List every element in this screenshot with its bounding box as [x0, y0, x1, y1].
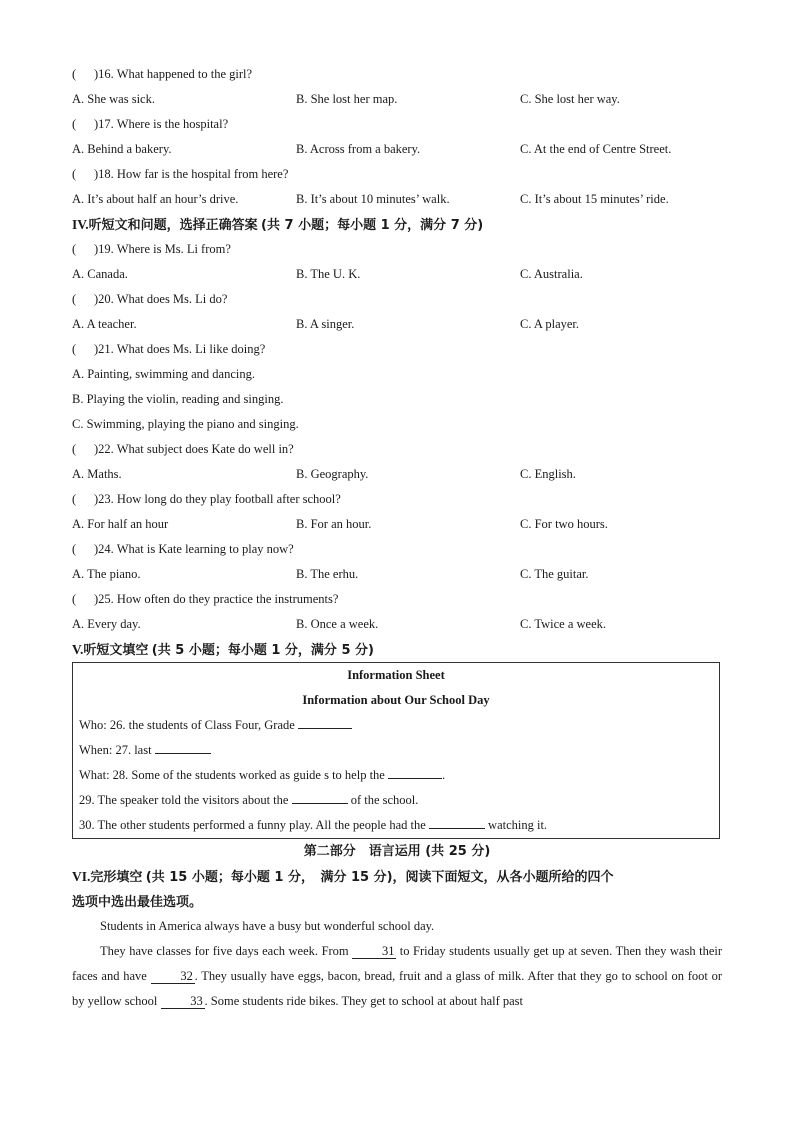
blank-30[interactable]	[429, 814, 485, 829]
blank-27[interactable]	[155, 739, 211, 754]
options-19	[72, 262, 722, 287]
info-29-end: of the school.	[350, 793, 419, 807]
info-subtitle: Information about Our School Day	[302, 693, 490, 707]
option-a: A. Canada.	[72, 267, 128, 281]
question-text: 25. How often do they practice the instruments?	[98, 592, 339, 606]
options-20	[72, 312, 722, 337]
option-c: C. English.	[520, 467, 576, 481]
question-text: 19. Where is Ms. Li from?	[98, 242, 231, 256]
info-when	[73, 738, 719, 763]
question-text: 23. How long do they play football after school?	[98, 492, 341, 506]
options-24	[72, 562, 722, 587]
answer-paren-open: (	[72, 167, 77, 181]
answer-paren-open: (	[72, 542, 77, 556]
option-b: B. Across from a bakery.	[296, 142, 421, 156]
question-20	[72, 287, 722, 312]
option-b: B. Once a week.	[296, 617, 379, 631]
question-text: 21. What does Ms. Li like doing?	[98, 342, 266, 356]
options-25	[72, 612, 722, 637]
info-29-text: 29. The speaker told the visitors about the	[79, 793, 289, 807]
info-30	[73, 813, 719, 838]
section-6-heading	[72, 864, 722, 889]
question-text: 24. What is Kate learning to play now?	[98, 542, 294, 556]
question-22	[72, 437, 722, 462]
answer-paren-close: )	[94, 442, 99, 456]
option-a: A. The piano.	[72, 567, 141, 581]
question-text: 18. How far is the hospital from here?	[98, 167, 289, 181]
option-c: C. Australia.	[520, 267, 583, 281]
section-title: 听短文和问题，选择正确答案	[88, 218, 258, 233]
question-25	[72, 587, 722, 612]
option-a: A. Maths.	[72, 467, 122, 481]
info-30-end: watching it.	[488, 818, 548, 832]
answer-paren-open: (	[72, 492, 77, 506]
question-17	[72, 112, 722, 137]
passage-paragraph-1: Students in America always have a busy but wonderful school day.	[100, 919, 435, 933]
section-title: 完形填空	[90, 870, 143, 885]
options-16	[72, 87, 722, 112]
option-b: B. It’s about 10 minutes’ walk.	[296, 192, 450, 206]
option-c: C. For two hours.	[520, 517, 608, 531]
answer-paren-close: )	[94, 167, 99, 181]
option-c: C. The guitar.	[520, 567, 589, 581]
question-23	[72, 487, 722, 512]
question-21	[72, 337, 722, 362]
option-a: A. Painting, swimming and dancing.	[72, 367, 255, 381]
section-number: IV.	[72, 217, 89, 232]
blank-33[interactable]: 33	[161, 994, 205, 1009]
section-note: (共 7 小题；每小题 1 分，满分 7 分)	[261, 218, 484, 233]
question-19	[72, 237, 722, 262]
answer-paren-open: (	[72, 592, 77, 606]
answer-paren-close: )	[94, 342, 99, 356]
section-5-heading	[72, 637, 722, 662]
option-b: B. She lost her map.	[296, 92, 398, 106]
question-text: 22. What subject does Kate do well in?	[98, 442, 294, 456]
option-a: A. A teacher.	[72, 317, 137, 331]
section-title: 听短文填空	[83, 643, 149, 658]
answer-paren-open: (	[72, 242, 77, 256]
question-24	[72, 537, 722, 562]
option-c: C. Swimming, playing the piano and singing.	[72, 417, 299, 431]
section-6-heading-cont	[72, 889, 722, 914]
section-note: (共 15 小题；每小题 1 分， 满分 15 分)，阅读下面短文，从各小题所给的四个	[145, 870, 614, 885]
option-b: B. For an hour.	[296, 517, 372, 531]
option-b: B. The erhu.	[296, 567, 359, 581]
answer-paren-close: )	[94, 492, 99, 506]
option-c: C. A player.	[520, 317, 580, 331]
passage-paragraph-2	[72, 939, 722, 1014]
option-b: B. A singer.	[296, 317, 355, 331]
question-16	[72, 62, 722, 87]
option-c: C. It’s about 15 minutes’ ride.	[520, 192, 669, 206]
blank-32[interactable]: 32	[151, 969, 195, 984]
info-who	[73, 713, 719, 738]
option-c: C. She lost her way.	[520, 92, 620, 106]
option-c: C. Twice a week.	[520, 617, 607, 631]
answer-paren-close: )	[94, 542, 99, 556]
info-what	[73, 763, 719, 788]
answer-paren-open: (	[72, 342, 77, 356]
info-when-text: When: 27. last	[79, 743, 152, 757]
option-a: A. She was sick.	[72, 92, 155, 106]
options-18	[72, 187, 722, 212]
info-what-text: What: 28. Some of the students worked as guide s to help the	[79, 768, 385, 782]
section-4-heading	[72, 212, 722, 237]
section-note: (共 5 小题；每小题 1 分，满分 5 分)	[151, 643, 374, 658]
question-text: 16. What happened to the girl?	[98, 67, 253, 81]
section-note-cont: 选项中选出最佳选项。	[72, 895, 203, 910]
section-number: V.	[72, 642, 84, 657]
info-what-end: .	[441, 768, 446, 782]
question-18	[72, 162, 722, 187]
info-29	[73, 788, 719, 813]
exam-page	[72, 62, 722, 1014]
blank-26[interactable]	[298, 714, 352, 729]
answer-paren-close: )	[94, 592, 99, 606]
question-text: 17. Where is the hospital?	[98, 117, 229, 131]
answer-paren-open: (	[72, 292, 77, 306]
passage-text: . They usually have eggs, bacon, bread, fruit and a glass of milk. After that they go to school on foot or by yellow school	[72, 969, 723, 1008]
option-b: B. The U. K.	[296, 267, 361, 281]
passage-text: They have classes for five days each week. From	[100, 944, 349, 958]
blank-28[interactable]	[388, 764, 442, 779]
answer-paren-close: )	[94, 242, 99, 256]
answer-paren-open: (	[72, 67, 77, 81]
option-b: B. Geography.	[296, 467, 369, 481]
answer-paren-close: )	[94, 117, 99, 131]
options-22	[72, 462, 722, 487]
info-30-text: 30. The other students performed a funny play. All the people had the	[79, 818, 426, 832]
option-b: B. Playing the violin, reading and singing.	[72, 392, 284, 406]
answer-paren-close: )	[94, 292, 99, 306]
option-a: A. For half an hour	[72, 517, 169, 531]
option-a: A. Every day.	[72, 617, 141, 631]
option-c: C. At the end of Centre Street.	[520, 142, 672, 156]
information-sheet	[72, 662, 720, 839]
info-who-text: Who: 26. the students of Class Four, Grade	[79, 718, 295, 732]
answer-paren-open: (	[72, 117, 77, 131]
part-2-heading: 第二部分 语言运用 (共 25 分)	[303, 844, 491, 859]
options-23	[72, 512, 722, 537]
options-17	[72, 137, 722, 162]
answer-paren-close: )	[94, 67, 99, 81]
info-title: Information Sheet	[347, 668, 445, 682]
section-number: VI.	[72, 869, 91, 884]
answer-paren-open: (	[72, 442, 77, 456]
option-a: A. Behind a bakery.	[72, 142, 172, 156]
passage-text: to Friday students usually get up at seven. Then they wash their faces and have	[72, 944, 723, 983]
option-a: A. It’s about half an hour’s drive.	[72, 192, 239, 206]
blank-29[interactable]	[292, 789, 348, 804]
question-text: 20. What does Ms. Li do?	[98, 292, 228, 306]
blank-31[interactable]: 31	[352, 944, 396, 959]
passage-text: . Some students ride bikes. They get to school at about half past	[204, 994, 524, 1008]
